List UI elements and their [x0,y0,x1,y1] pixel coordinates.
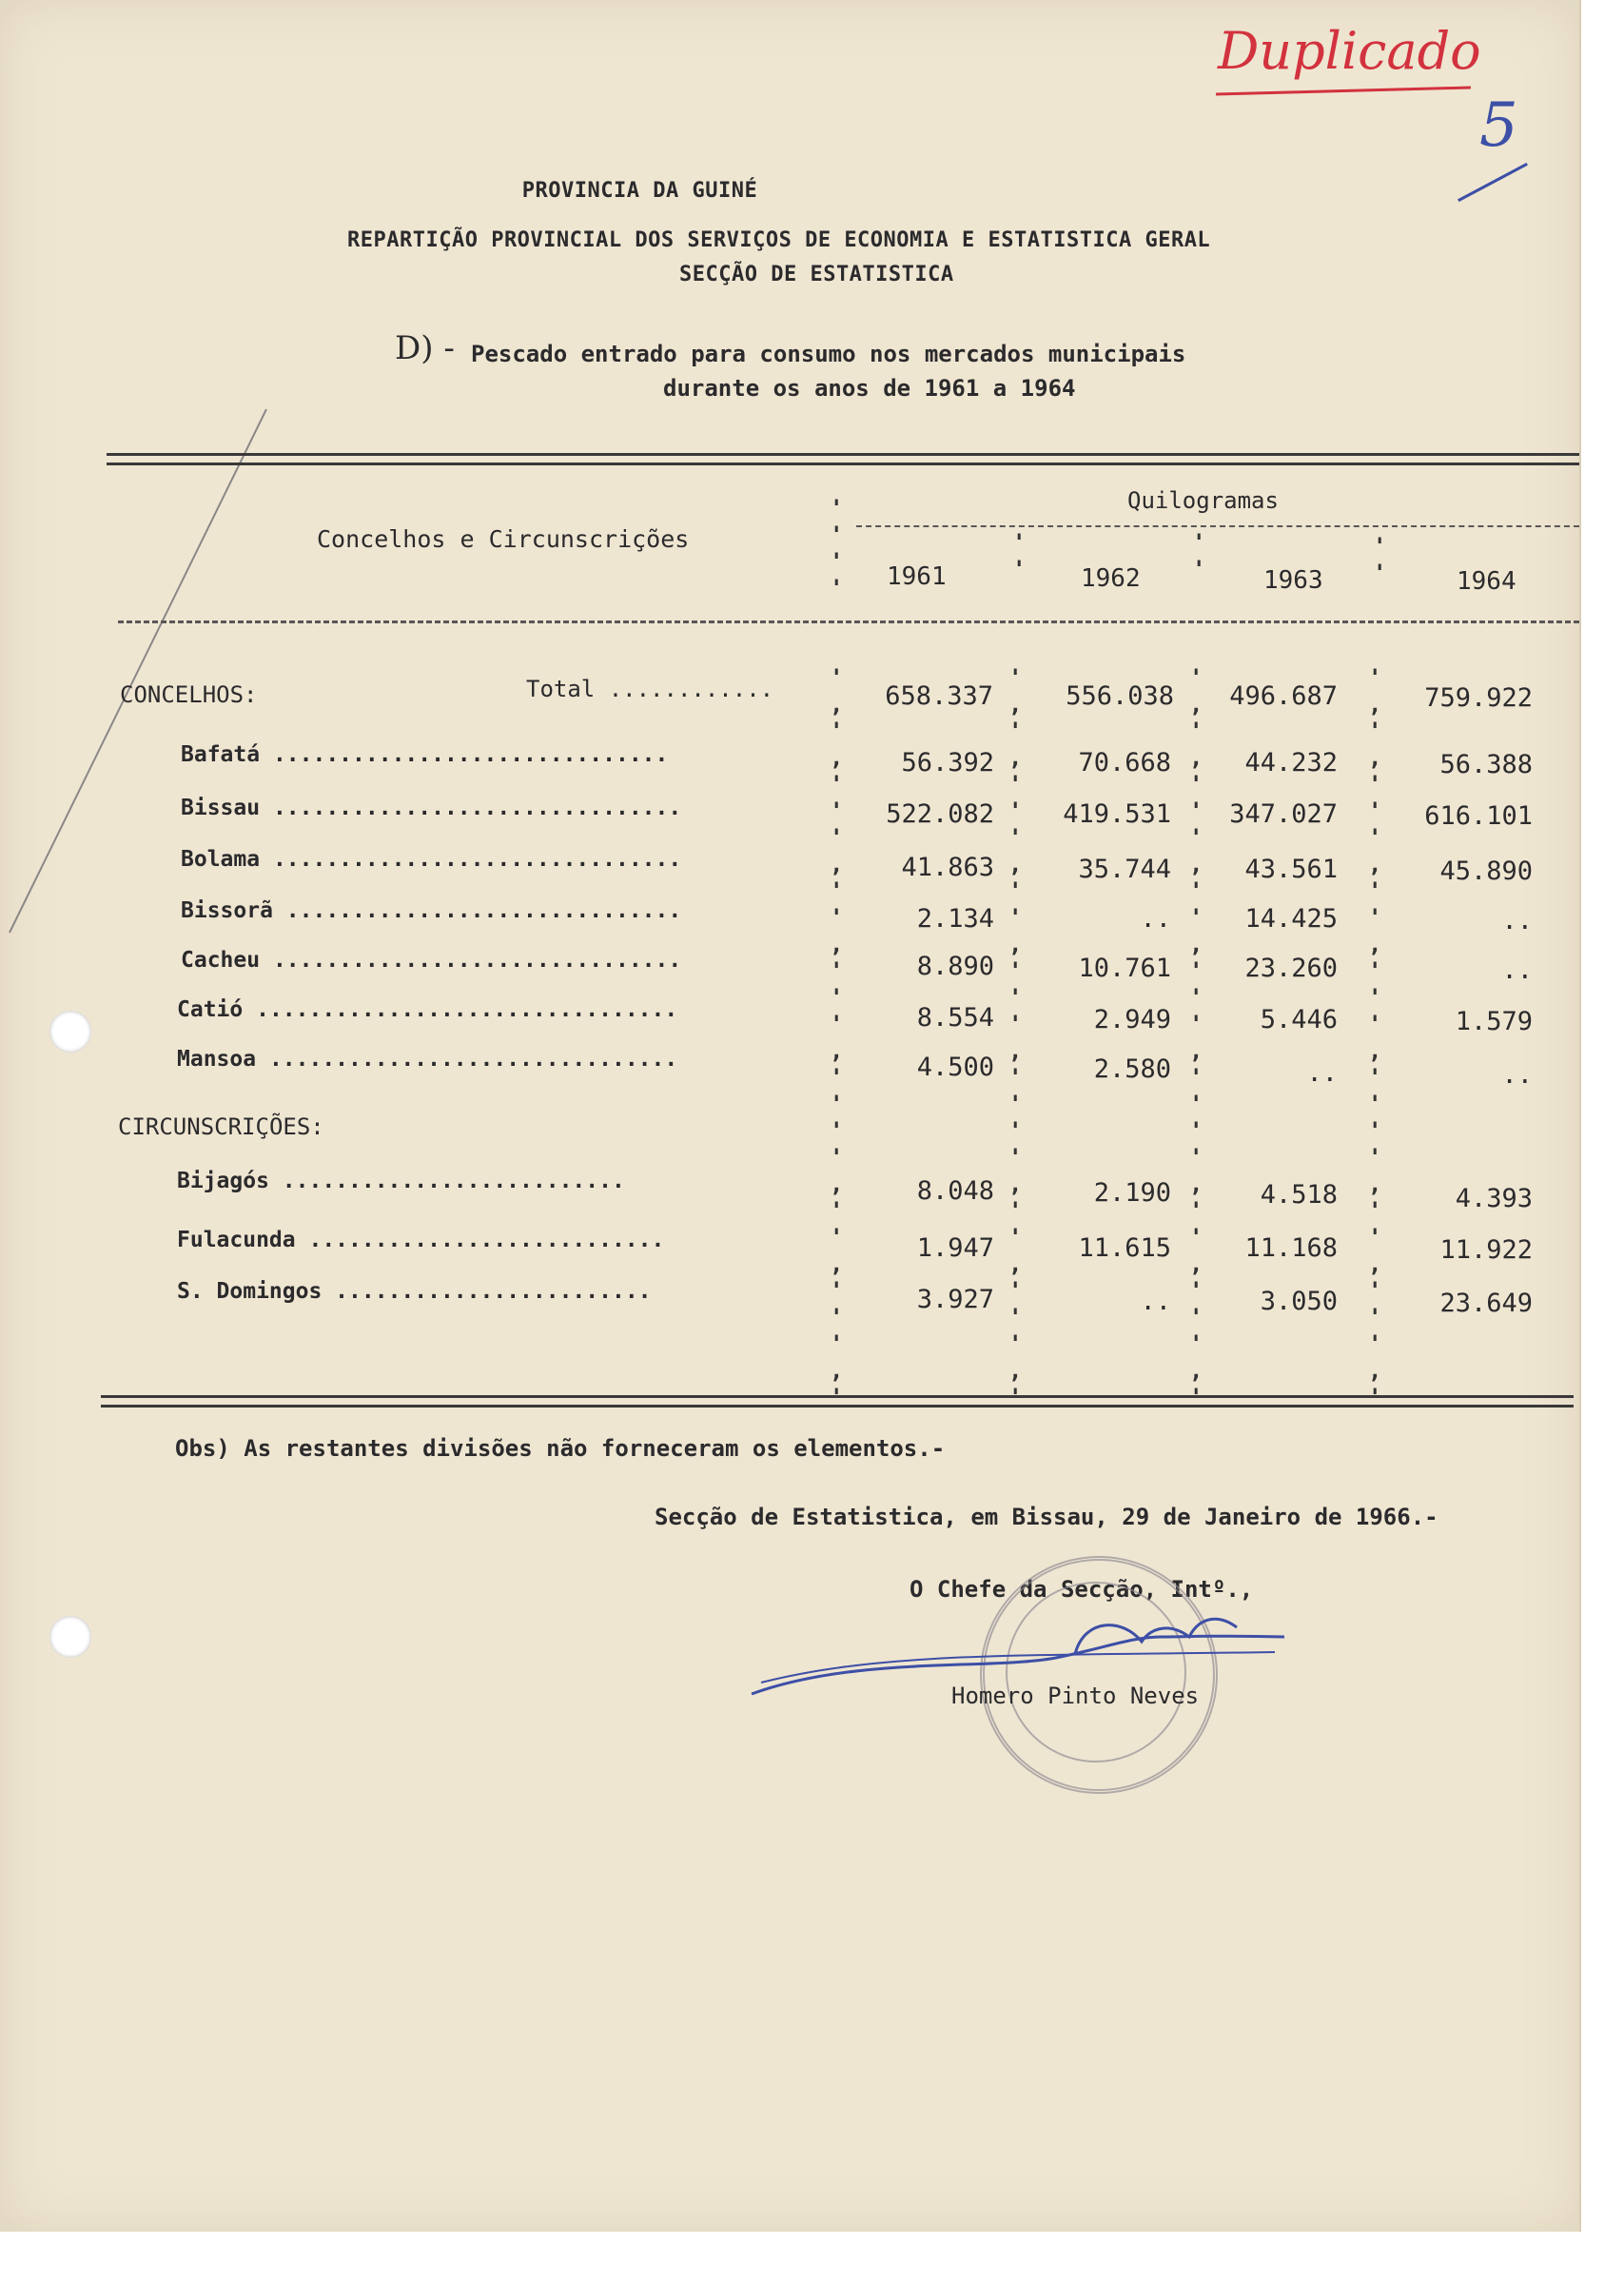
unit-header: Quilogramas [1127,487,1279,514]
row-name: Bissorã [181,898,273,923]
duplicado-underline [1216,86,1471,95]
row-value: 616.101 [1424,801,1533,831]
total-1962: 556.038 [1066,681,1174,711]
department-title: REPARTIÇÃO PROVINCIAL DOS SERVIÇOS DE ECONOMIA E ESTATISTICA GERAL [347,228,1211,252]
signatory-name: Homero Pinto Neves [951,1683,1200,1709]
caption-line-1: Pescado entrado para consumo nos mercados municipais [471,341,1186,367]
row-value: 70.668 [1078,748,1171,778]
row-name: Bijagós [177,1169,269,1193]
row-value: 4.518 [1260,1180,1338,1210]
total-1964: 759.922 [1424,683,1533,713]
row-label: Mansoa ............................... [177,1047,678,1072]
year-1964: 1964 [1457,567,1516,596]
table-top-rule-2 [107,463,1579,465]
caption-line-2: durante os anos de 1961 a 1964 [663,375,1076,402]
row-value: 347.027 [1229,799,1338,829]
row-value: 4.500 [916,1053,994,1082]
row-value: 1.947 [916,1233,994,1263]
row-label: Bissau ............................... [181,796,682,820]
row-value: 3.050 [1260,1287,1338,1316]
row-value: 11.922 [1439,1235,1533,1265]
row-value: 2.949 [1093,1005,1171,1034]
row-value: 3.927 [916,1285,994,1314]
row-value: 44.232 [1244,748,1338,778]
punch-hole-top [49,1011,91,1053]
row-value: .. [1140,1287,1171,1316]
table-bottom-rule-2 [101,1405,1574,1408]
place-date: Secção de Estatistica, em Bissau, 29 de Janeiro de 1966.- [655,1504,1438,1530]
row-name: Bafatá [181,742,261,767]
row-value: 2.134 [916,904,994,934]
section-concelhos: CONCELHOS: [120,681,258,708]
duplicado-note: Duplicado [1218,21,1481,81]
row-name: Bolama [181,847,261,872]
total-1963: 496.687 [1229,681,1338,711]
row-value: .. [1306,1058,1338,1088]
row-value: 419.531 [1063,799,1171,829]
section-circunscricoes: CIRCUNSCRIÇÕES: [118,1113,324,1140]
row-name: Fulacunda [177,1228,296,1252]
row-value: 2.580 [1093,1054,1171,1084]
row-value: .. [1501,1060,1533,1090]
row-label: S. Domingos ........................ [177,1279,652,1304]
row-value: 14.425 [1244,904,1338,934]
row-value: .. [1140,904,1171,934]
row-value: 41.863 [901,853,994,882]
row-name: Catió [177,997,244,1022]
row-value: 43.561 [1244,855,1338,884]
observation-note: Obs) As restantes divisões não forneceram os elementos.- [175,1435,946,1462]
row-value: 8.890 [916,952,994,981]
row-name: Cacheu [181,948,261,973]
table-bottom-rule [101,1395,1574,1398]
page-number-stroke [1458,163,1528,202]
year-1963: 1963 [1263,566,1323,595]
signatory-title: O Chefe da Secção, Intº., [910,1576,1254,1603]
row-name: Bissau [181,796,261,820]
row-value: 10.761 [1078,954,1171,983]
row-value: 8.048 [916,1176,994,1206]
row-value: 5.446 [1260,1005,1338,1034]
row-label: Bijagós .......................... [177,1169,625,1193]
row-label: Bafatá .............................. [181,742,669,767]
row-value: 522.082 [886,799,994,829]
row-value: 1.579 [1455,1007,1533,1036]
row-value: 8.554 [916,1003,994,1033]
row-value: 23.649 [1439,1289,1533,1318]
row-header: Concelhos e Circunscrições [317,525,690,553]
year-1961: 1961 [887,562,947,591]
row-value: 56.392 [901,748,994,778]
row-value: 56.388 [1439,750,1533,779]
table-top-rule [107,453,1579,456]
row-label: Cacheu ............................... [181,948,682,973]
row-value: 4.393 [1455,1184,1533,1213]
row-value: .. [1501,955,1533,985]
row-value: 23.260 [1244,954,1338,983]
row-value: 2.190 [1093,1178,1171,1208]
row-name: S. Domingos [177,1279,323,1304]
row-value: 45.890 [1439,856,1533,886]
year-1962: 1962 [1081,564,1141,593]
row-value: 11.168 [1244,1233,1338,1263]
row-label: Fulacunda ........................... [177,1228,665,1252]
page-number: 5 [1479,90,1518,161]
header-bottom-rule [118,620,1579,623]
row-value: 35.744 [1078,855,1171,884]
total-label: Total ............ [526,676,774,702]
caption-marker: D) - [395,329,455,367]
total-1961: 658.337 [885,681,993,711]
punch-hole-bottom [49,1616,91,1658]
row-value: 11.615 [1078,1233,1171,1263]
total-label-text: Total [526,676,596,702]
section-title: SECÇÃO DE ESTATISTICA [679,263,954,286]
row-name: Mansoa [177,1047,257,1072]
row-value: .. [1501,906,1533,935]
document-page: Duplicado 5 PROVINCIA DA GUINÉ REPARTIÇÃO PROVINCIAL DOS SERVIÇOS DE ECONOMIA E ESTATISTICA GERAL SECÇÃO DE ESTATISTICA D) - Pescado entrado para consumo nos mercados municipais durante os anos de 1961 a 1964 Concelhos e Circunscrições Quilogramas 1961 1962 1963 1964 ' ' ' ' ' ' ' ' ' ' CONCELHOS: Total ............ 658.337 556.038 496.687 759.922 Bafatá .............................. 56.392 70.668 44.232 56.388 Bissau ............................... 522.082 419.531 347.027 616.101 Bolama ............................... 41.863 35.744 43.561 45.890 Bissorã .............................. 2.134 .. 14.425 .. Cacheu ............................... 8.890 10.761 23.260 .. Catió ................................ 8.554 2.949 5.446 1.579 Mansoa ............................... 4.500 2.580 .. .. CIRCUNSCRIÇÕES: Bijagós .......................... 8.048 2.190 4.518 4.393 Fulacunda ........................... 1.947 11.615 11.168 11.922 S. Domingos ........................ 3.927 .. 3.050 23.649 ' , ' , ' ' ' , ' ' , ' ' ' , ' ' ' ' , ' ' , ' ' ' , ' , ' , ' ' ' , ' ' , ' ' ' , ' ' ' ' , ' ' , ' ' ' , ' , ' , ' ' ' , ' ' , ' ' ' , ' ' ' ' , ' ' , ' ' ' , ' , ' , ' ' ' , ' ' , ' ' ' , ' ' ' ' , ' ' , ' ' ' , Obs) As restantes divisões não forneceram os elementos.- Secção de Estatistica, em Bissau, 29 de Janeiro de 1966.- O Chefe da Secção, Intº., Homero Pinto Neves [0,0,1581,2232]
row-label: Bissorã .............................. [181,898,682,923]
row-label: Catió ................................ [177,997,678,1022]
province-title: PROVINCIA DA GUINÉ [521,179,758,203]
unit-header-rule [856,525,1579,527]
row-label: Bolama ............................... [181,847,682,872]
